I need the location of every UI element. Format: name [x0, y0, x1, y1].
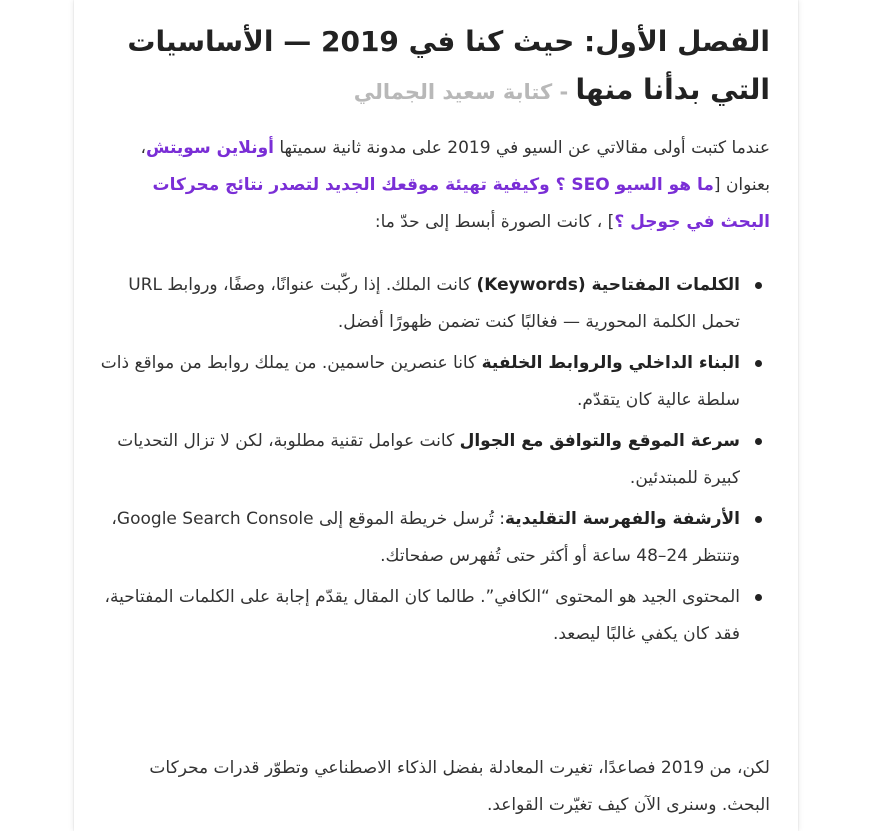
title-text: الفصل الأول: حيث كنا في 2019 — الأساسيات التي بدأنا منها — [127, 25, 770, 106]
bullet-icon — [755, 360, 762, 367]
list-item — [100, 345, 740, 419]
closing-paragraph: لكن، من 2019 فصاعدًا، تغيرت المعادلة بفضل الذكاء الاصطناعي وتطوّر قدرات محركات البحث. وسنرى الآن كيف تغيّرت القواعد. — [149, 758, 770, 815]
list-item — [100, 423, 740, 497]
list-item-bold: الأرشفة والفهرسة التقليدية — [505, 509, 740, 529]
list-item-text: المحتوى الجيد هو المحتوى “الكافي”. طالما كان المقال يقدّم إجابة على الكلمات المفتاحية، فقد كان يكفي غالبًا ليصعد. — [104, 587, 740, 644]
bullet-icon — [755, 438, 762, 445]
blog-name-link[interactable]: أونلاين سويتش — [145, 138, 274, 158]
intro-paragraph — [100, 130, 770, 241]
list-item — [100, 579, 740, 653]
byline-separator: - — [552, 80, 576, 104]
intro-text-2: ، بعنوان [ — [140, 138, 770, 195]
list-item — [100, 501, 740, 575]
list-item-bold: الكلمات المفتاحية (Keywords) — [476, 275, 740, 295]
intro-text-1: عندما كتبت أولى مقالاتي عن السيو في 2019 على مدونة ثانية سميتها — [273, 138, 770, 158]
article-title-link[interactable]: ما هو السيو SEO ؟ وكيفية تهيئة موقعك الجديد لتصدر نتائج محركات البحث في جوجل ؟ — [152, 175, 770, 232]
author-byline: كتابة سعيد الجمالي — [353, 80, 553, 104]
bullet-icon — [755, 282, 762, 289]
list-item-text: كانا عنصرين حاسمين. من يملك روابط من مواقع ذات سلطة عالية كان يتقدّم. — [100, 353, 740, 410]
article-card — [74, 0, 798, 831]
list-item-text: كانت عوامل تقنية مطلوبة، لكن لا تزال التحديات كبيرة للمبتدئين. — [117, 431, 740, 488]
list-item — [100, 267, 740, 341]
list-item-bold: البناء الداخلي والروابط الخلفية — [481, 353, 740, 373]
bullet-list — [100, 267, 770, 653]
list-item-text: كانت الملك. إذا ركّبت عنوانًا، وصفًا، وروابط URL تحمل الكلمة المحورية — فغالبًا كنت تضمن ظهورًا أفضل. — [128, 275, 740, 332]
list-item-bold: سرعة الموقع والتوافق مع الجوال — [459, 431, 740, 451]
intro-text-3: ] ، كانت الصورة أبسط إلى حدّ ما: — [374, 212, 615, 232]
article-title — [100, 18, 770, 116]
bullet-icon — [755, 516, 762, 523]
bullet-icon — [755, 594, 762, 601]
article-content — [100, 18, 770, 815]
list-item-text: : تُرسل خريطة الموقع إلى Google Search Console، وتنتظر 24–48 ساعة أو أكثر حتى تُفهرس صفحاتك. — [111, 509, 740, 566]
